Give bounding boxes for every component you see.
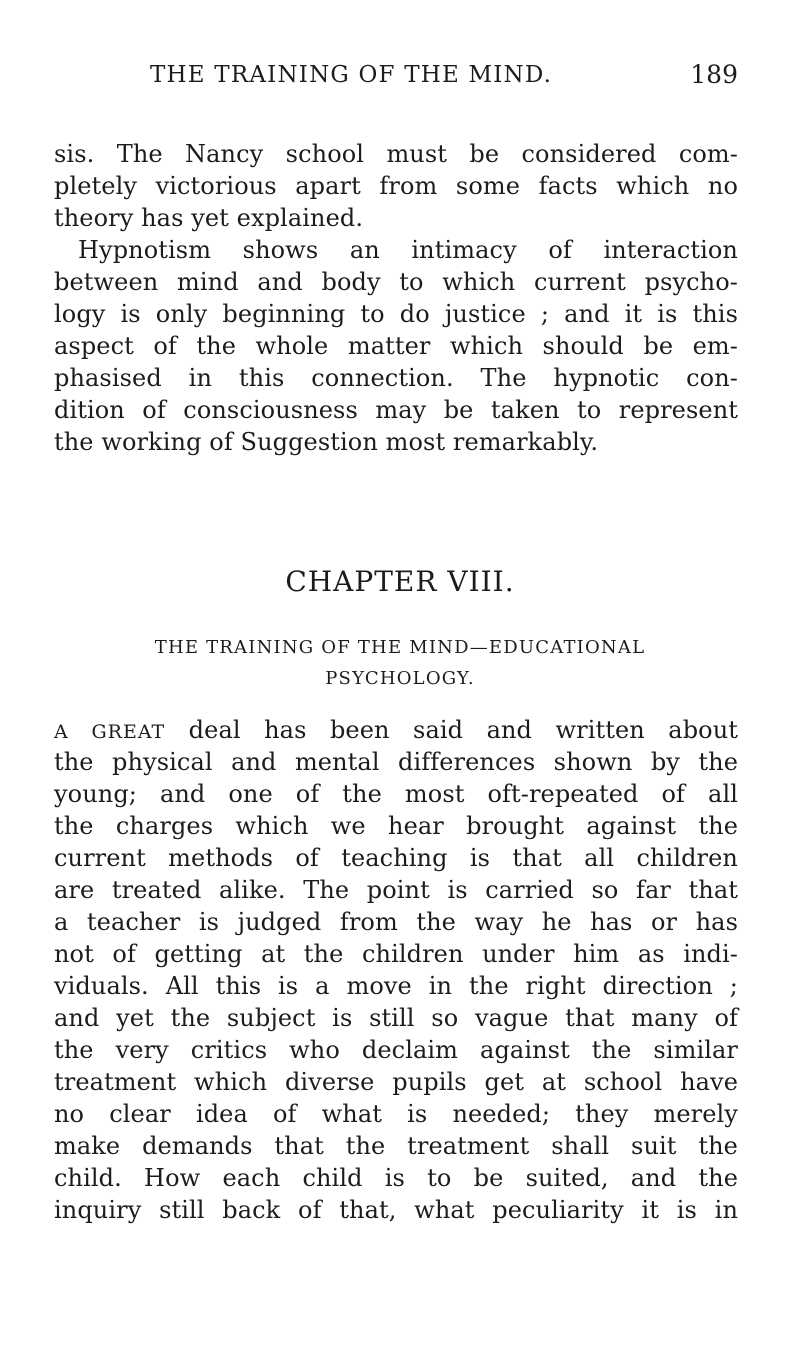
page-number: 189 <box>690 60 738 89</box>
paragraph-3-line-2: the physical and mental differences shown by the <box>54 748 738 776</box>
running-head-title: THE TRAINING OF THE MIND. <box>150 62 553 88</box>
paragraph-3-line-14: make demands that the treatment shall suit the <box>54 1132 738 1160</box>
paragraph-1-line-1: sis. The Nancy school must be considered com- <box>54 140 738 168</box>
opening-small-caps: A GREAT <box>54 721 166 743</box>
paragraph-3-line-1 <box>54 714 738 748</box>
paragraph-3-line-9: viduals. All this is a move in the right direction ; <box>54 972 738 1000</box>
paragraph-3-line-15: child. How each child is to be suited, and the <box>54 1164 738 1192</box>
paragraph-1-line-2: pletely victorious apart from some facts which no <box>54 172 738 200</box>
paragraph-3-line-13: no clear idea of what is needed; they merely <box>54 1100 738 1128</box>
paragraph-3-line-10: and yet the subject is still so vague that many of <box>54 1004 738 1032</box>
paragraph-2-line-3: logy is only beginning to do justice ; and it is this <box>54 300 738 328</box>
chapter-subtitle-line-1: THE TRAINING OF THE MIND—EDUCATIONAL <box>154 637 646 658</box>
chapter-heading: CHAPTER VIII. <box>285 565 515 598</box>
paragraph-3-line-1-rest: deal has been said and written about <box>165 716 739 744</box>
paragraph-1-line-3: theory has yet explained. <box>54 204 364 232</box>
running-head <box>60 62 740 96</box>
paragraph-3-line-8: not of getting at the children under him as indi- <box>54 940 738 968</box>
paragraph-3-line-5: current methods of teaching is that all children <box>54 844 738 872</box>
paragraph-2-line-2: between mind and body to which current psycho- <box>54 268 738 296</box>
paragraph-3-line-7: a teacher is judged from the way he has or has <box>54 908 738 936</box>
paragraph-3-line-6: are treated alike. The point is carried so far that <box>54 876 738 904</box>
paragraph-2-line-5: phasised in this connection. The hypnotic con- <box>54 364 738 392</box>
paragraph-2-line-1: Hypnotism shows an intimacy of interaction <box>78 236 738 264</box>
paragraph-2-line-7: the working of Suggestion most remarkably. <box>54 428 599 456</box>
chapter-subtitle-line-2: PSYCHOLOGY. <box>325 668 475 689</box>
paragraph-3-line-4: the charges which we hear brought against the <box>54 812 738 840</box>
paragraph-3-line-11: the very critics who declaim against the similar <box>54 1036 738 1064</box>
paragraph-2-line-6: dition of consciousness may be taken to represent <box>54 396 738 424</box>
paragraph-2-line-4: aspect of the whole matter which should be em- <box>54 332 738 360</box>
paragraph-3-line-16: inquiry still back of that, what peculiarity it is in <box>54 1196 738 1224</box>
paragraph-3-line-12: treatment which diverse pupils get at school have <box>54 1068 738 1096</box>
paragraph-3-line-3: young; and one of the most oft-repeated of all <box>54 780 738 808</box>
